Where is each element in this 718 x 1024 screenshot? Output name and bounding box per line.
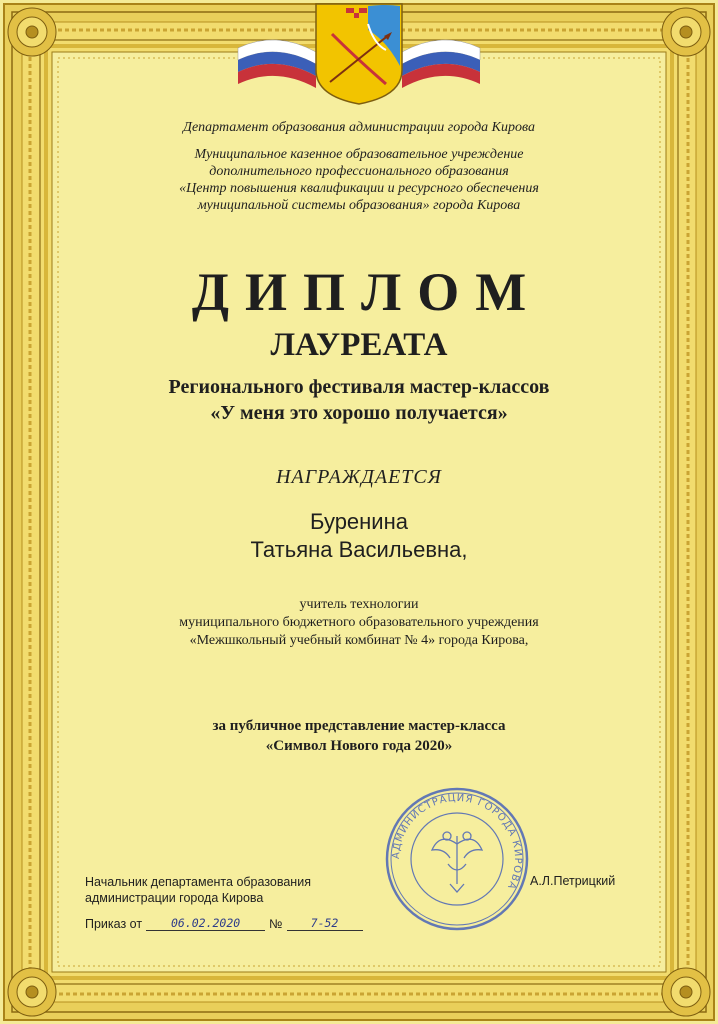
reason-line: «Символ Нового года 2020» [265, 738, 453, 754]
order-date: 06.02.2020 [146, 916, 265, 931]
recipient-given-name: Татьяна Васильевна, [250, 537, 468, 562]
reason-line: за публичное представление мастер-класса [212, 718, 506, 734]
institution-name [60, 146, 658, 214]
festival-name [60, 374, 658, 426]
signatory-title-line: администрации города Кирова [85, 891, 264, 905]
stamp-text: АДМИНИСТРАЦИЯ ГОРОДА КИРОВА [390, 792, 524, 892]
festival-line: Регионального фестиваля мастер-классов [168, 376, 550, 398]
signatory-title-line: Начальник департамента образования [85, 875, 311, 889]
order-number: 7-52 [287, 916, 363, 931]
recipient-position [60, 596, 658, 650]
diploma-subtitle: ЛАУРЕАТА [270, 327, 448, 363]
institution-line: Муниципальное казенное образовательное учреждение [194, 147, 524, 162]
signatory-name: А.Л.Петрицкий [530, 874, 616, 888]
position-line: муниципального бюджетного образовательного учреждения [179, 615, 539, 630]
award-reason [60, 716, 658, 756]
festival-line: «У меня это хорошо получается» [210, 402, 508, 424]
awarded-label: НАГРАЖДАЕТСЯ [276, 466, 442, 488]
double-headed-eagle-icon [432, 832, 482, 892]
signatory-title [85, 874, 311, 906]
diploma-title: ДИПЛОМ [191, 262, 543, 322]
department-name: Департамент образования администрации города Кирова [183, 120, 535, 135]
institution-line: муниципальной системы образования» города Кирова [197, 198, 521, 213]
order-number-label: № [269, 917, 283, 931]
recipient-name [60, 508, 658, 564]
order-prefix: Приказ от [85, 917, 143, 931]
institution-line: дополнительного профессионального образования [209, 164, 509, 179]
order-line [85, 916, 363, 931]
official-stamp [382, 784, 532, 934]
position-line: «Межшкольный учебный комбинат № 4» города Кирова, [189, 633, 529, 648]
position-line: учитель технологии [299, 597, 419, 612]
recipient-surname: Буренина [309, 509, 408, 534]
institution-line: «Центр повышения квалификации и ресурсного обеспечения [179, 181, 539, 196]
